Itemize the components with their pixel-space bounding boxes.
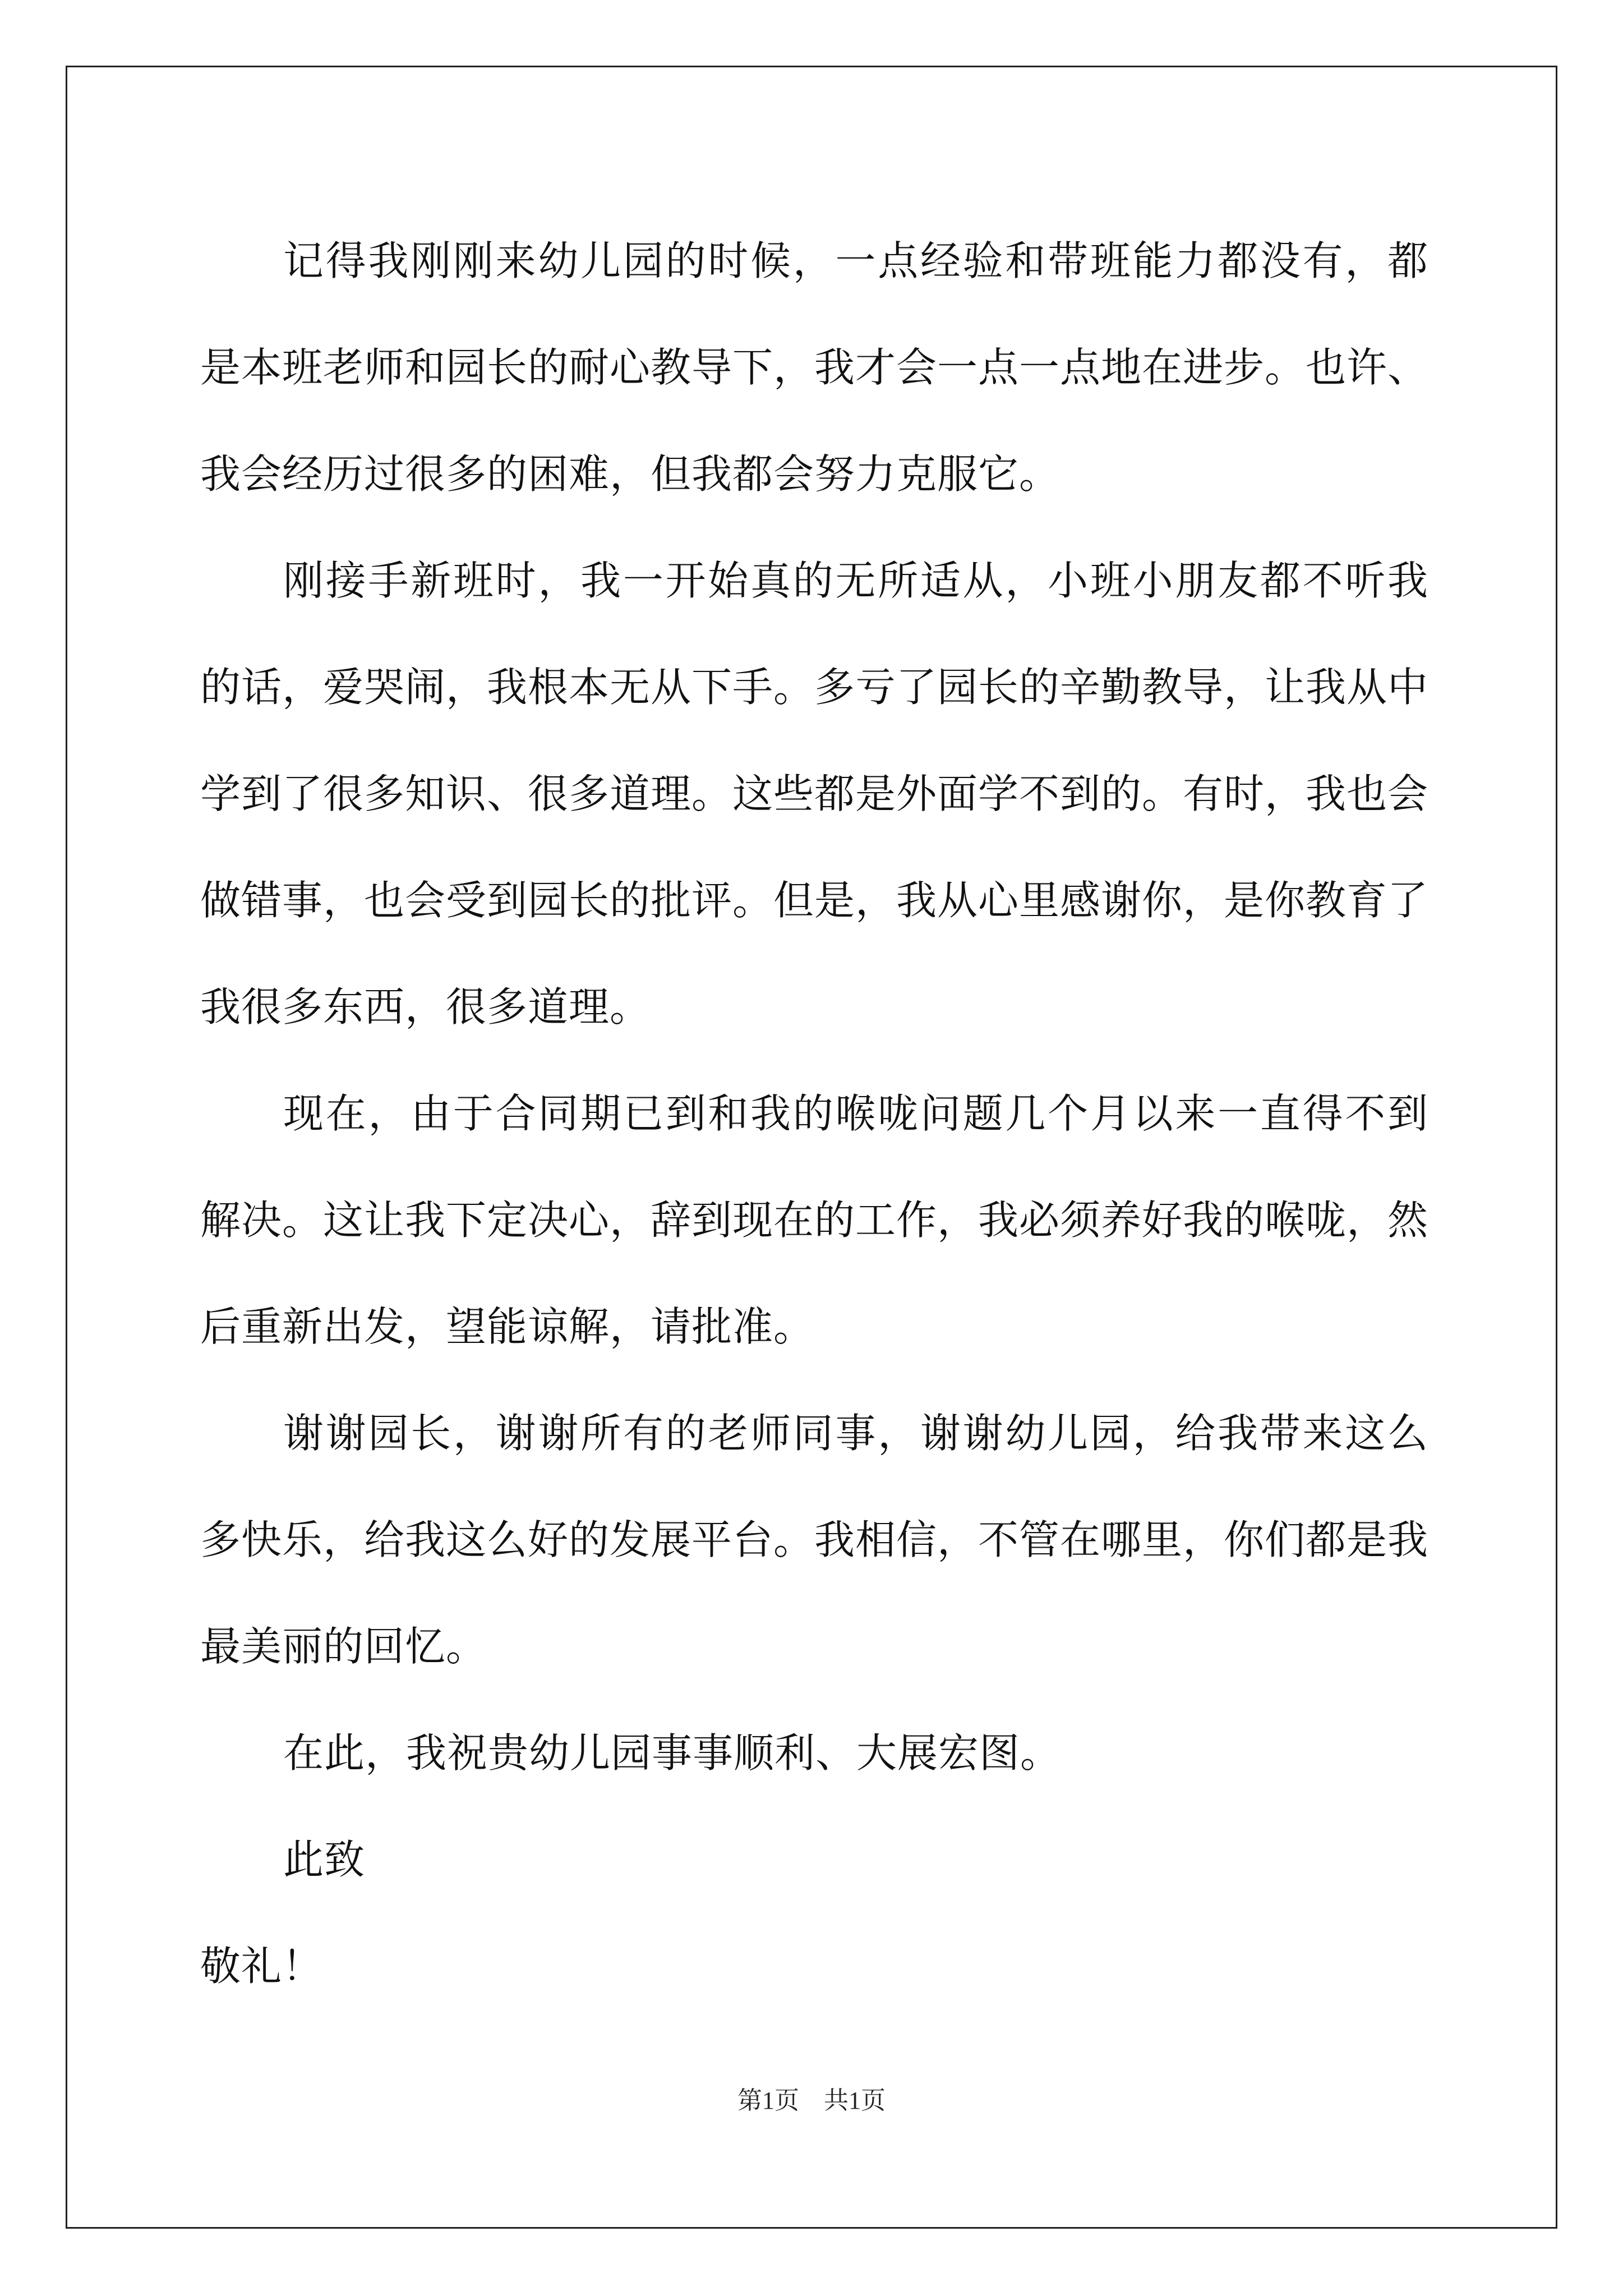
paragraph-3: 现在，由于合同期已到和我的喉咙问题几个月以来一直得不到解决。这让我下定决心，辞到现在的工作，我必须养好我的喉咙，然后重新出发，望能谅解，请批准。 [200,1090,1429,1350]
salutation: 敬礼！ [200,1943,324,1990]
paragraph-5: 在此，我祝贵幼儿园事事顺利、大展宏图。 [283,1729,1062,1777]
closing-line: 此致 [283,1836,366,1883]
letter-body [200,208,1428,2019]
paragraph-2: 刚接手新班时，我一开始真的无所适从，小班小朋友都不听我的话，爱哭闹，我根本无从下手。多亏了园长的辛勤教导，让我从中学到了很多知识、很多道理。这些都是外面学不到的。有时，我也会做错事，也会受到园长的批评。但是，我从心里感谢你，是你教育了我很多东西，很多道理。 [200,557,1429,1030]
paragraph-1: 记得我刚刚来幼儿园的时候，一点经验和带班能力都没有，都是本班老师和园长的耐心教导下，我才会一点一点地在进步。也许、我会经历过很多的困难，但我都会努力克服它。 [200,237,1429,498]
paragraph-4: 谢谢园长，谢谢所有的老师同事，谢谢幼儿园，给我带来这么多快乐，给我这么好的发展平台。我相信，不管在哪里，你们都是我最美丽的回忆。 [200,1410,1429,1670]
page-number-footer: 第1页 共1页 [737,2087,886,2114]
